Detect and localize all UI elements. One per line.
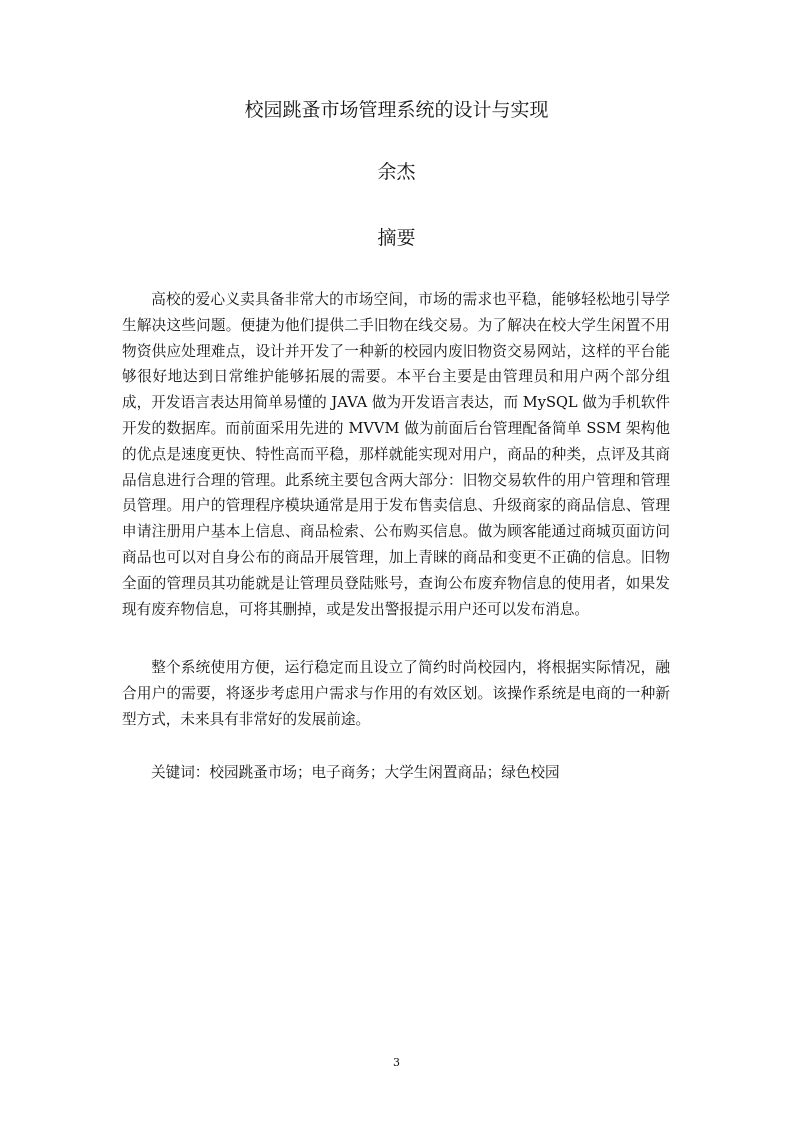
- abstract-paragraph-1: 高校的爱心义卖具备非常大的市场空间，市场的需求也平稳，能够轻松地引导学生解决这些问题。便捷为他们提供二手旧物在线交易。为了解决在校大学生闲置不用物资供应处理难点，设计并开发了一种新的校园内废旧物资交易网站，这样的平台能够很好地达到日常维护能够拓展的需要。本平台主要是由管理员和用户两个部分组成，开发语言表达用简单易懂的 JAVA 做为开发语言表达，而 MySQL 做为手机软件开发的数据库。而前面采用先进的 MVVM 做为前面后台管理配备简单 SSM 架构他的优点是速度更快、特性高而平稳，那样就能实现对用户，商品的种类，点评及其商品信息进行合理的管理。此系统主要包含两大部分：旧物交易软件的用户管理和管理员管理。用户的管理程序模块通常是用于发布售卖信息、升级商家的商品信息、管理申请注册用户基本上信息、商品检索、公布购买信息。做为顾客能通过商城页面访问商品也可以对自身公布的商品开展管理，加上青睐的商品和变更不正确的信息。旧物全面的管理员其功能就是让管理员登陆账号，查询公布废弃物信息的使用者，如果发现有废弃物信息，可将其删掉，或是发出警报提示用户还可以发布消息。: [122, 291, 670, 618]
- keywords-line: 关键词：校园跳蚤市场；电子商务；大学生闲置商品；绿色校园: [151, 764, 560, 781]
- abstract-paragraph-2: 整个系统使用方便，运行稳定而且设立了简约时尚校园内，将根据实际情况，融合用户的需要，将逐步考虑用户需求与作用的有效区划。该操作系统是电商的一种新型方式，未来具有非常好的发展前途。: [122, 659, 670, 728]
- author-name: 余杰: [377, 161, 416, 183]
- abstract-heading: 摘要: [377, 227, 416, 249]
- page-number: 3: [393, 1056, 400, 1069]
- paper-title: 校园跳蚤市场管理系统的设计与实现: [244, 99, 549, 121]
